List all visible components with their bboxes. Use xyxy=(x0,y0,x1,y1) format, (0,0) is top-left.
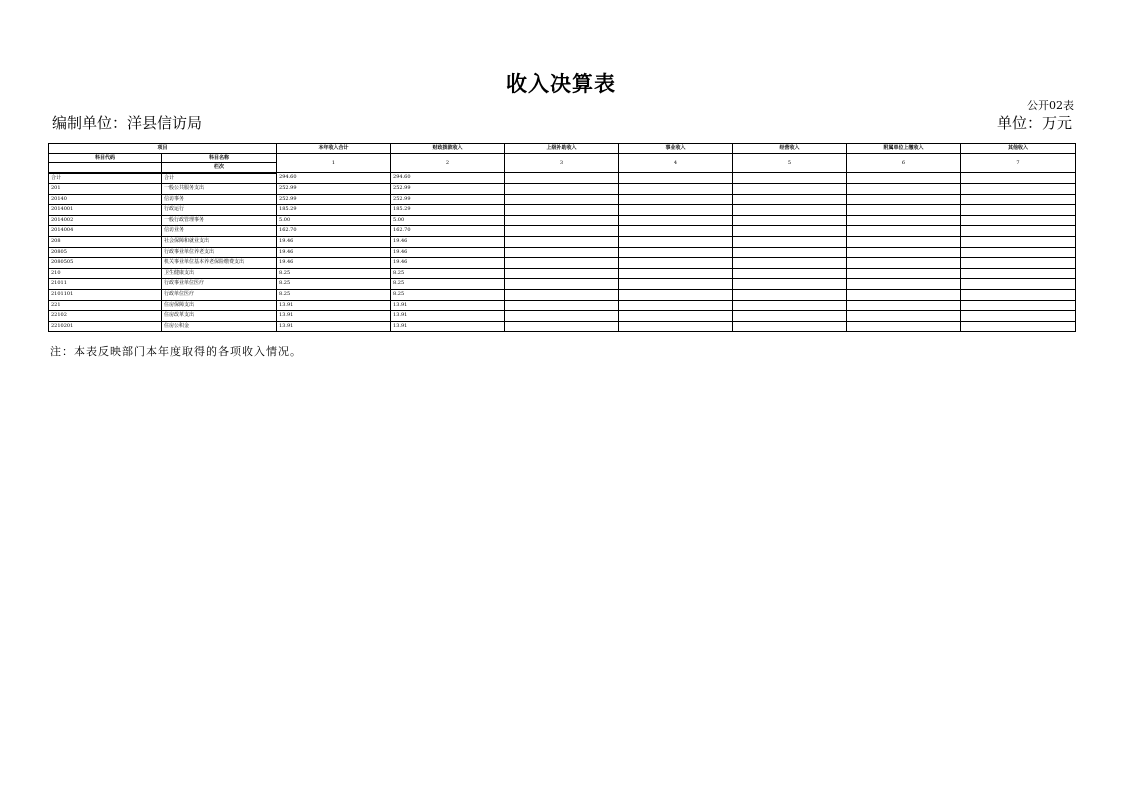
value-cell-col-3 xyxy=(505,205,619,216)
table-row xyxy=(49,173,1076,184)
subject-code-cell: 2210201 xyxy=(49,321,162,332)
subject-code-cell: 221 xyxy=(49,300,162,311)
subject-name-cell: 行政事业单位养老支出 xyxy=(162,247,277,258)
value-cell-col-3 xyxy=(505,226,619,237)
column-number-1: 1 xyxy=(277,153,391,173)
value-cell-col-5 xyxy=(733,173,847,184)
column-number-2: 2 xyxy=(391,153,505,173)
value-cell-col-2: 162.70 xyxy=(391,226,505,237)
subject-name-cell: 合计 xyxy=(162,173,277,184)
value-cell-col-4 xyxy=(619,258,733,269)
value-cell-col-2: 19.46 xyxy=(391,247,505,258)
value-cell-col-7 xyxy=(961,237,1076,248)
value-cell-col-6 xyxy=(847,205,961,216)
footnote: 注：本表反映部门本年度取得的各项收入情况。 xyxy=(50,345,302,358)
subject-name-cell: 机关事业单位基本养老保险缴费支出 xyxy=(162,258,277,269)
value-cell-col-4 xyxy=(619,226,733,237)
value-cell-col-3 xyxy=(505,215,619,226)
table-row xyxy=(49,300,1076,311)
value-cell-col-3 xyxy=(505,194,619,205)
value-cell-col-1: 19.46 xyxy=(277,258,391,269)
value-cell-col-3 xyxy=(505,311,619,322)
unit-label: 单位：万元 xyxy=(996,114,1072,132)
value-cell-col-5 xyxy=(733,290,847,301)
header-blank-cell xyxy=(49,163,162,173)
value-cell-col-5 xyxy=(733,279,847,290)
subject-name-cell: 信访事务 xyxy=(162,194,277,205)
subject-name-cell: 一般公共服务支出 xyxy=(162,184,277,195)
subject-code-cell: 20140 xyxy=(49,194,162,205)
subject-code-cell: 2101101 xyxy=(49,290,162,301)
value-cell-col-6 xyxy=(847,290,961,301)
value-cell-col-5 xyxy=(733,321,847,332)
value-cell-col-1: 252.99 xyxy=(277,184,391,195)
value-cell-col-6 xyxy=(847,279,961,290)
table-row xyxy=(49,268,1076,279)
value-cell-col-1: 19.46 xyxy=(277,237,391,248)
subject-name-cell: 住房公积金 xyxy=(162,321,277,332)
value-cell-col-4 xyxy=(619,311,733,322)
value-cell-col-4 xyxy=(619,215,733,226)
value-cell-col-2: 252.99 xyxy=(391,194,505,205)
value-cell-col-2: 5.00 xyxy=(391,215,505,226)
column-number-5: 5 xyxy=(733,153,847,173)
subject-name-cell: 社会保障和就业支出 xyxy=(162,237,277,248)
value-cell-col-1: 13.91 xyxy=(277,321,391,332)
value-cell-col-5 xyxy=(733,300,847,311)
subject-name-cell: 住房保障支出 xyxy=(162,300,277,311)
subject-code-cell: 208 xyxy=(49,237,162,248)
value-cell-col-1: 5.00 xyxy=(277,215,391,226)
value-cell-col-3 xyxy=(505,184,619,195)
value-cell-col-6 xyxy=(847,194,961,205)
table-row xyxy=(49,290,1076,301)
organization-label: 编制单位：洋县信访局 xyxy=(52,114,203,132)
value-cell-col-7 xyxy=(961,268,1076,279)
subject-code-cell: 21011 xyxy=(49,279,162,290)
value-cell-col-2: 19.46 xyxy=(391,258,505,269)
value-cell-col-3 xyxy=(505,290,619,301)
table-row xyxy=(49,194,1076,205)
value-cell-col-4 xyxy=(619,205,733,216)
value-cell-col-1: 13.91 xyxy=(277,300,391,311)
value-cell-col-3 xyxy=(505,173,619,184)
column-number-3: 3 xyxy=(505,153,619,173)
header-subject-code: 科目代码 xyxy=(49,153,162,163)
value-cell-col-7 xyxy=(961,173,1076,184)
value-cell-col-2: 294.60 xyxy=(391,173,505,184)
value-cell-col-7 xyxy=(961,215,1076,226)
table-row xyxy=(49,237,1076,248)
value-cell-col-7 xyxy=(961,279,1076,290)
value-cell-col-6 xyxy=(847,173,961,184)
value-cell-col-4 xyxy=(619,300,733,311)
value-cell-col-6 xyxy=(847,237,961,248)
value-cell-col-4 xyxy=(619,247,733,258)
value-cell-col-5 xyxy=(733,247,847,258)
value-cell-col-6 xyxy=(847,321,961,332)
subject-code-cell: 201 xyxy=(49,184,162,195)
table-row xyxy=(49,215,1076,226)
subject-name-cell: 信访业务 xyxy=(162,226,277,237)
income-final-accounts-table xyxy=(48,143,1076,332)
header-column-6: 附属单位上缴收入 xyxy=(847,144,961,154)
value-cell-col-6 xyxy=(847,300,961,311)
header-column-5: 经营收入 xyxy=(733,144,847,154)
header-column-7: 其他收入 xyxy=(961,144,1076,154)
header-subject-name: 科目名称 xyxy=(162,153,277,163)
value-cell-col-4 xyxy=(619,184,733,195)
subject-name-cell: 一般行政管理事务 xyxy=(162,215,277,226)
subject-name-cell: 行政运行 xyxy=(162,205,277,216)
subject-code-cell: 2080505 xyxy=(49,258,162,269)
value-cell-col-6 xyxy=(847,258,961,269)
value-cell-col-5 xyxy=(733,205,847,216)
value-cell-col-1: 162.70 xyxy=(277,226,391,237)
table-row xyxy=(49,247,1076,258)
subject-name-cell: 卫生健康支出 xyxy=(162,268,277,279)
value-cell-col-3 xyxy=(505,268,619,279)
table-row xyxy=(49,279,1076,290)
report-title: 收入决算表 xyxy=(506,71,616,96)
value-cell-col-7 xyxy=(961,226,1076,237)
column-number-7: 7 xyxy=(961,153,1076,173)
value-cell-col-5 xyxy=(733,311,847,322)
subject-name-cell: 行政单位医疗 xyxy=(162,290,277,301)
header-column-2: 财政拨款收入 xyxy=(391,144,505,154)
subject-code-cell: 22102 xyxy=(49,311,162,322)
value-cell-col-5 xyxy=(733,237,847,248)
value-cell-col-2: 13.91 xyxy=(391,300,505,311)
value-cell-col-7 xyxy=(961,290,1076,301)
value-cell-col-1: 13.91 xyxy=(277,311,391,322)
value-cell-col-7 xyxy=(961,258,1076,269)
subject-name-cell: 行政事业单位医疗 xyxy=(162,279,277,290)
value-cell-col-6 xyxy=(847,247,961,258)
value-cell-col-7 xyxy=(961,184,1076,195)
value-cell-col-5 xyxy=(733,258,847,269)
table-row xyxy=(49,205,1076,216)
table-row xyxy=(49,321,1076,332)
value-cell-col-2: 252.99 xyxy=(391,184,505,195)
value-cell-col-5 xyxy=(733,215,847,226)
value-cell-col-3 xyxy=(505,258,619,269)
value-cell-col-3 xyxy=(505,300,619,311)
subject-name-cell: 住房改革支出 xyxy=(162,311,277,322)
value-cell-col-7 xyxy=(961,300,1076,311)
header-column-4: 事业收入 xyxy=(619,144,733,154)
value-cell-col-5 xyxy=(733,184,847,195)
subject-code-cell: 2014002 xyxy=(49,215,162,226)
header-column-1: 本年收入合计 xyxy=(277,144,391,154)
value-cell-col-3 xyxy=(505,237,619,248)
value-cell-col-7 xyxy=(961,321,1076,332)
value-cell-col-4 xyxy=(619,237,733,248)
value-cell-col-3 xyxy=(505,247,619,258)
value-cell-col-6 xyxy=(847,184,961,195)
subject-code-cell: 合计 xyxy=(49,173,162,184)
table-row xyxy=(49,226,1076,237)
value-cell-col-1: 185.29 xyxy=(277,205,391,216)
header-project: 项目 xyxy=(49,144,277,154)
value-cell-col-1: 294.60 xyxy=(277,173,391,184)
value-cell-col-6 xyxy=(847,311,961,322)
value-cell-col-1: 8.25 xyxy=(277,268,391,279)
header-column-3: 上级补助收入 xyxy=(505,144,619,154)
value-cell-col-2: 13.91 xyxy=(391,321,505,332)
form-number: 公开02表 xyxy=(1027,99,1074,112)
table-row xyxy=(49,311,1076,322)
value-cell-col-3 xyxy=(505,321,619,332)
value-cell-col-6 xyxy=(847,226,961,237)
subject-code-cell: 2014001 xyxy=(49,205,162,216)
value-cell-col-1: 8.25 xyxy=(277,290,391,301)
value-cell-col-5 xyxy=(733,226,847,237)
value-cell-col-4 xyxy=(619,268,733,279)
value-cell-col-4 xyxy=(619,173,733,184)
table-row xyxy=(49,258,1076,269)
value-cell-col-7 xyxy=(961,311,1076,322)
subject-code-cell: 20805 xyxy=(49,247,162,258)
value-cell-col-4 xyxy=(619,290,733,301)
subject-code-cell: 2014004 xyxy=(49,226,162,237)
value-cell-col-2: 13.91 xyxy=(391,311,505,322)
value-cell-col-3 xyxy=(505,279,619,290)
table-body xyxy=(49,173,1076,332)
value-cell-col-5 xyxy=(733,268,847,279)
value-cell-col-6 xyxy=(847,268,961,279)
value-cell-col-7 xyxy=(961,205,1076,216)
value-cell-col-4 xyxy=(619,279,733,290)
value-cell-col-5 xyxy=(733,194,847,205)
value-cell-col-2: 8.25 xyxy=(391,290,505,301)
value-cell-col-6 xyxy=(847,215,961,226)
value-cell-col-1: 252.99 xyxy=(277,194,391,205)
value-cell-col-2: 185.29 xyxy=(391,205,505,216)
value-cell-col-7 xyxy=(961,194,1076,205)
value-cell-col-2: 8.25 xyxy=(391,268,505,279)
subject-code-cell: 210 xyxy=(49,268,162,279)
header-column-label: 栏次 xyxy=(162,163,277,173)
value-cell-col-1: 19.46 xyxy=(277,247,391,258)
column-number-6: 6 xyxy=(847,153,961,173)
value-cell-col-2: 19.46 xyxy=(391,237,505,248)
value-cell-col-2: 8.25 xyxy=(391,279,505,290)
table-row xyxy=(49,184,1076,195)
value-cell-col-7 xyxy=(961,247,1076,258)
value-cell-col-4 xyxy=(619,321,733,332)
column-number-4: 4 xyxy=(619,153,733,173)
value-cell-col-1: 8.25 xyxy=(277,279,391,290)
value-cell-col-4 xyxy=(619,194,733,205)
